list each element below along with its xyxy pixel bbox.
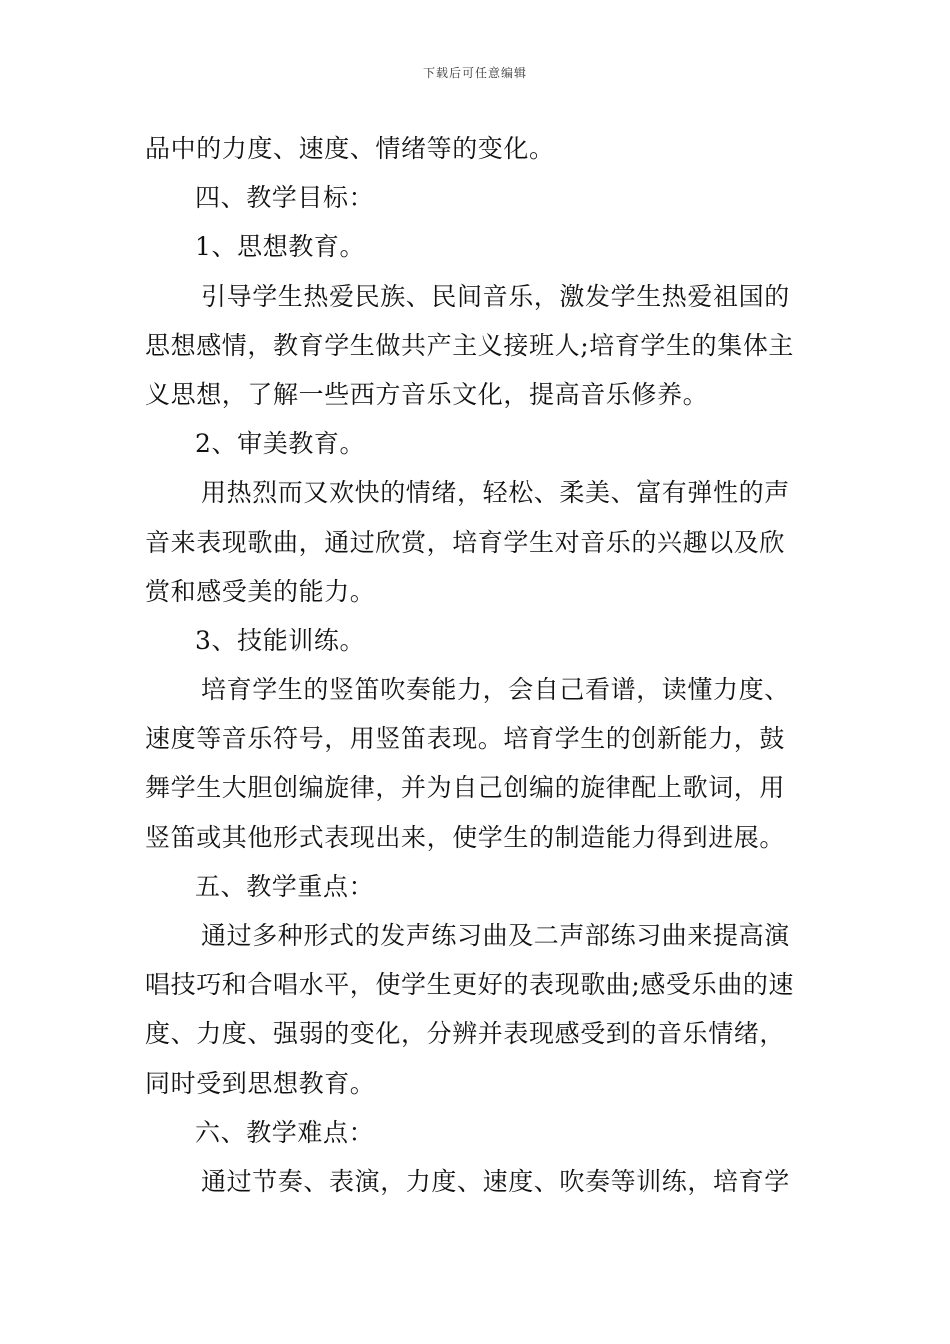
document-body [145,124,810,1206]
paragraph-line: 培育学生的竖笛吹奏能力，会自己看谱，读懂力度、 [201,675,790,705]
paragraph-line: 引导学生热爱民族、民间音乐，激发学生热爱祖国的 [201,281,790,311]
paragraph-line: 唱技巧和合唱水平，使学生更好的表现歌曲;感受乐曲的速 [145,970,795,1000]
paragraph-line: 舞学生大胆创编旋律，并为自己创编的旋律配上歌词，用 [145,773,786,803]
section-heading-key-points: 五、教学重点： [195,871,375,901]
paragraph-line: 品中的力度、速度、情绪等的变化。 [145,134,555,163]
paragraph-line: 度、力度、强弱的变化，分辨并表现感受到的音乐情绪， [145,1019,786,1049]
subheading-aesthetic: 2、审美教育。 [195,429,366,459]
paragraph-line: 速度等音乐符号，用竖笛表现。培育学生的创新能力，鼓 [145,724,786,754]
paragraph-line: 竖笛或其他形式表现出来，使学生的制造能力得到进展。 [145,822,786,852]
subheading-ideological: 1、思想教育。 [195,232,366,262]
section-heading-objectives: 四、教学目标： [195,183,375,213]
paragraph-line: 同时受到思想教育。 [145,1068,376,1098]
paragraph-line: 用热烈而又欢快的情绪，轻松、柔美、富有弹性的声 [201,478,790,508]
page-header: 下载后可任意编辑 [422,66,527,80]
paragraph-line: 赏和感受美的能力。 [145,576,376,606]
paragraph-line: 通过节奏、表演，力度、速度、吹奏等训练，培育学 [201,1166,790,1196]
paragraph-line: 音来表现歌曲，通过欣赏，培育学生对音乐的兴趣以及欣 [145,527,786,557]
subheading-skills: 3、技能训练。 [195,625,366,655]
paragraph-line: 义思想，了解一些西方音乐文化，提高音乐修养。 [145,379,709,409]
paragraph-line: 通过多种形式的发声练习曲及二声部练习曲来提高演 [201,921,790,950]
section-heading-difficulties: 六、教学难点： [195,1117,375,1147]
paragraph-line: 思想感情，教育学生做共产主义接班人;培育学生的集体主 [145,330,795,360]
